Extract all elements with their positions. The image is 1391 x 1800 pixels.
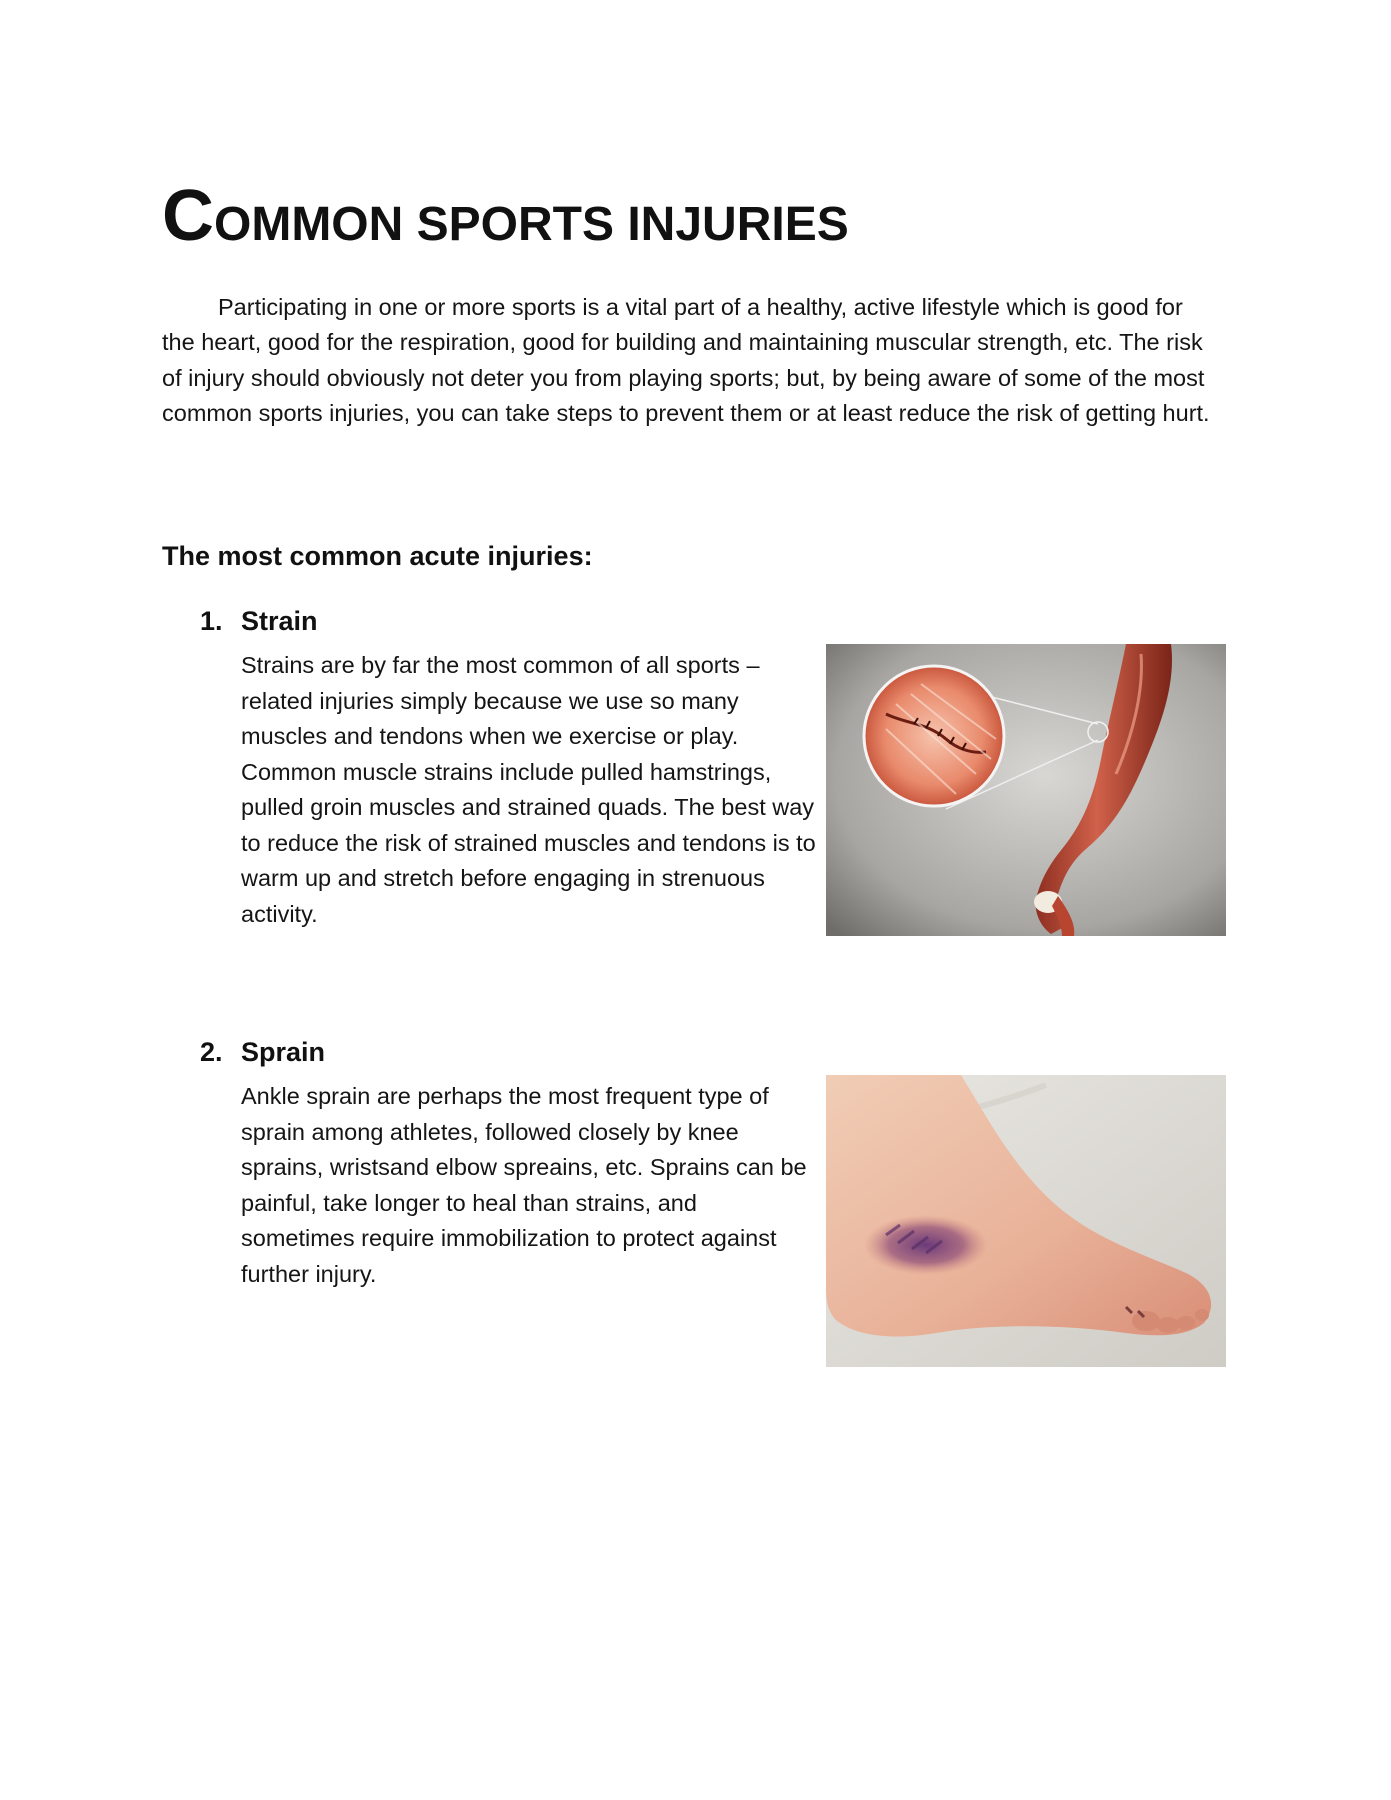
leg-muscle-illustration [826,644,1226,936]
item-title: Sprain [241,1037,326,1067]
intro-paragraph: Participating in one or more sports is a vital part of a healthy, active lifestyle which is good for the heart, good for the respiration, good for building and maintaining muscular strength, etc. The risk of injury should obviously not deter you from playing sports; but, by being aware of some of the most common sports injuries, you can take steps to prevent them or at least reduce the risk of getting hurt. [162,294,1210,426]
item-title: Strain [241,606,318,636]
page-title [162,175,849,257]
item-description: Strains are by far the most common of all sports – related injuries simply because we use so many muscles and tendons when we exercise or play. Common muscle strains include pulled hamstrings, pulled groin muscles and strained quads. The best way to reduce the risk of strained muscles and tendons is to warm up and stretch before engaging in strenuous activity. [241,652,816,927]
item-number: 1. [200,606,223,636]
section-heading: The most common acute injuries: [162,541,593,571]
title-initial: C [162,176,214,256]
item-description: Ankle sprain are perhaps the most frequent type of sprain among athletes, followed closely by knee sprains, wristsand elbow spreains, etc. Sprains can be painful, take longer to heal than strains, and sometimes require immobilization to protect against further injury. [241,1083,807,1287]
bruised-ankle-photo [826,1075,1226,1367]
item-number: 2. [200,1037,223,1067]
title-rest: OMMON SPORTS INJURIES [214,198,849,251]
